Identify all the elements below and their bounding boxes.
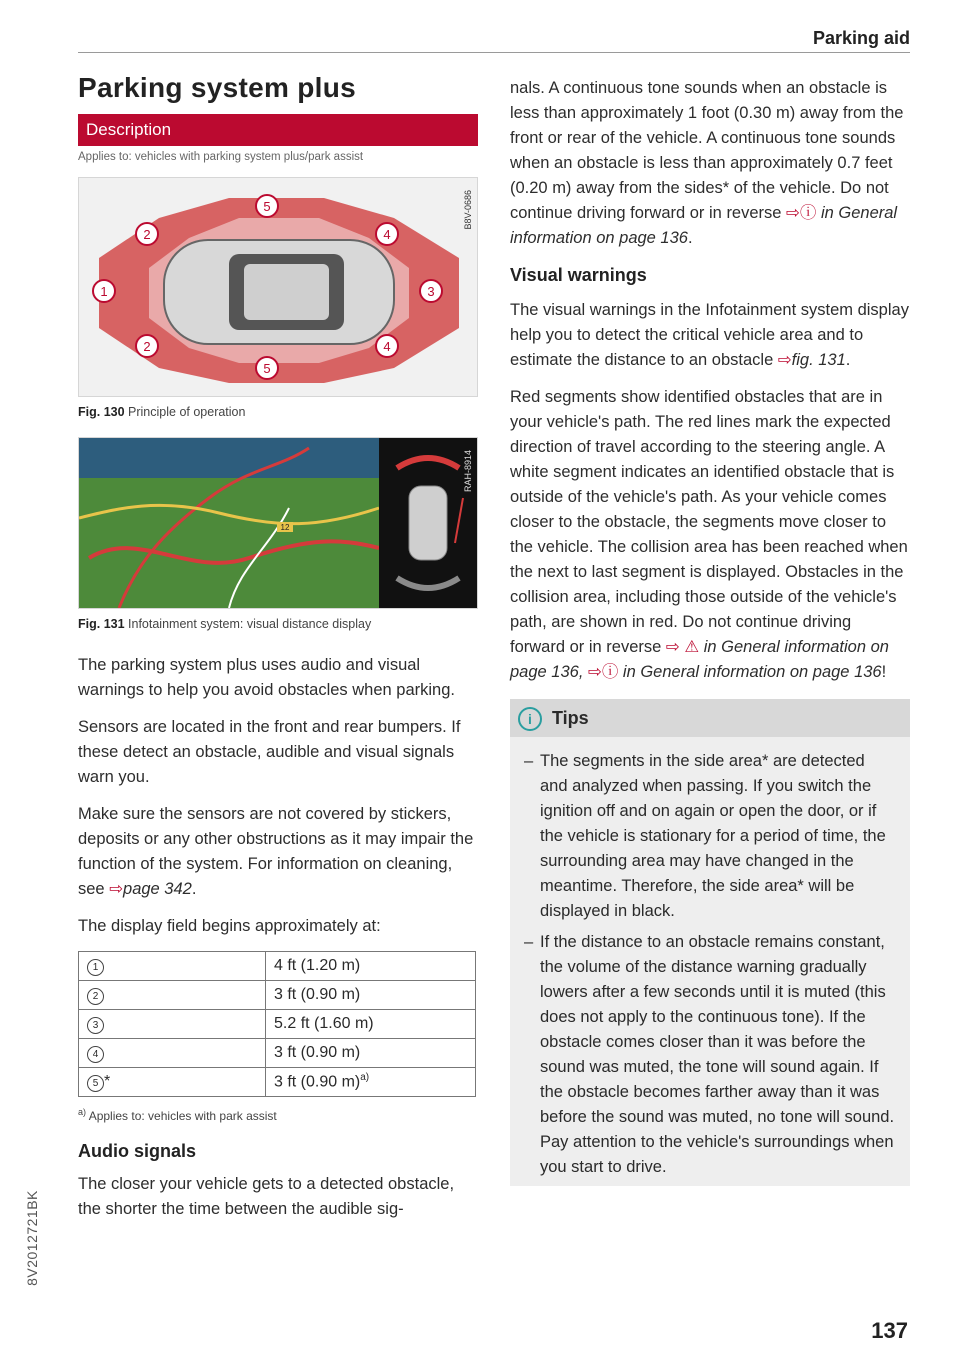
intro-paragraph: The parking system plus uses audio and visual warnings to help you avoid obstacles when parking.: [78, 656, 455, 699]
figure-131: [78, 437, 478, 609]
zone-number-badge: 2: [87, 988, 104, 1005]
table-cell: 3 ft (0.90 m)$^{a)}$: [266, 1068, 476, 1097]
visual-warnings-paragraph: The visual warnings in the Infotainment system display help you to detect the critical vehicle area and to estimate the distance to an obstacle ⇨fig. 131.: [510, 301, 909, 369]
list-item: – The segments in the side area* are detected and analyzed when passing. If you switch the ignition off and on again or open the door, or if the vehicle is stationary for a period of time, the surrounding area may have changed in the meantime. Therefore, the side area* will be displayed in black.: [524, 749, 896, 924]
tips-header: [510, 699, 910, 737]
figure-131-label: Fig. 131: [78, 617, 125, 631]
general-info-link[interactable]: in General information on page 136,: [510, 638, 889, 681]
distance-table: [78, 951, 476, 1097]
tips-title: Tips: [552, 708, 589, 728]
sensors-paragraph: Sensors are located in the front and rear bumpers. If these detect an obstacle, audible and visual signals warn you.: [78, 718, 461, 786]
zone-number-badge: 1: [87, 959, 104, 976]
left-column: [78, 72, 478, 1222]
footnote-mark: a): [360, 1072, 370, 1084]
cross-reference-arrow-icon: ⇨: [109, 880, 124, 898]
cross-reference-arrow-icon: ⇨: [786, 204, 800, 222]
table-cell: 4 ft (1.20 m): [266, 952, 476, 981]
info-icon: i: [518, 707, 542, 731]
table-cell: 3 ft (0.90 m): [266, 1039, 476, 1068]
audio-continued-paragraph: nals. A continuous tone sounds when an obstacle is less than approximately 1 foot (0.30 m) away from the front or rear of the vehicle. A continuous tone sounds when an obstacle is less than approximately 0.7 feet (0.20 m) away from the sides* of the vehicle. Do not continue driving forward or in reverse ⇨ⓘ in General information on page 136.: [510, 79, 904, 247]
sensor-zones-diagram: [79, 178, 477, 396]
cross-reference-arrow-icon: ⇨: [777, 351, 792, 369]
table-row: [79, 1010, 476, 1039]
svg-text:4: 4: [383, 339, 391, 354]
svg-text:2: 2: [143, 227, 151, 242]
applies-to-note: Applies to: vehicles with parking system plus/park assist: [78, 151, 364, 163]
footnote: $^{a)}$ Applies to: vehicles with park assist: [78, 1107, 277, 1123]
audio-signals-heading: Audio signals: [78, 1141, 197, 1161]
audio-signals-paragraph: The closer your vehicle gets to a detected obstacle, the shorter the time between the audible sig-: [78, 1175, 455, 1218]
tips-list: [510, 737, 910, 1180]
svg-text:4: 4: [383, 227, 391, 242]
zone-number-badge: 5: [87, 1075, 104, 1092]
visual-warnings-heading: Visual warnings: [510, 265, 647, 285]
figure-131-caption-text: Infotainment system: visual distance display: [128, 617, 372, 631]
svg-text:2: 2: [143, 339, 151, 354]
infotainment-map-display: [79, 438, 477, 608]
fig-131-link[interactable]: fig. 131: [791, 351, 846, 369]
map-road-label: 12: [280, 523, 290, 532]
general-info-link[interactable]: in General information on page 136: [622, 663, 882, 681]
list-item: – If the distance to an obstacle remains constant, the volume of the distance warning gradually lowers after a few seconds until it is muted (this does not apply to the continuous tone). If the obstacle comes closer than it was before the sound was muted, the tone will sound again. If the obstacle becomes farther away than it was before the sound was muted, no tone will sound. Pay attention to the vehicle's surroundings when you start to drive.: [524, 930, 896, 1180]
figure-130-label: Fig. 130: [78, 405, 125, 419]
table-cell: 3 ft (0.90 m): [266, 981, 476, 1010]
svg-text:3: 3: [427, 284, 435, 299]
header-rule: [78, 52, 910, 53]
table-row: [79, 981, 476, 1010]
red-segments-paragraph: Red segments show identified obstacles that are in your vehicle's path. The red lines mark the expected direction of travel according to the steering angle. A white segment indicates an identified obstacle that is outside of the vehicle's path. As your vehicle comes closer to the obstacle, the segments move closer to the vehicle. The collision area has been reached when the next to last segment is displayed. Obstacles in the collision area, including those outside of the vehicle's path, are shown in red. Do not continue driving forward or in reverse ⇨ ⚠ in General information on page 136, ⇨ⓘ in General information on page 136!: [510, 388, 908, 681]
svg-text:1: 1: [100, 284, 108, 299]
page-title: Parking system plus: [78, 72, 357, 103]
cross-reference-arrow-icon: ⇨: [665, 638, 680, 656]
section-title: Parking aid: [812, 28, 910, 48]
notice-icon: ⓘ: [601, 663, 619, 681]
description-bar: Description: [78, 114, 478, 146]
document-code: 8V2012721BK: [24, 1190, 40, 1286]
equipment-star: *: [104, 1072, 111, 1090]
right-column: [510, 76, 910, 1186]
figure-130-code: B8V-0686: [463, 190, 473, 230]
table-row: [79, 1068, 476, 1097]
table-row: [79, 1039, 476, 1068]
warning-triangle-icon: ⚠: [684, 638, 700, 656]
cleaning-paragraph: Make sure the sensors are not covered by stickers, deposits or any other obstructions as it may impair the function of the system. For information on cleaning, see ⇨page 342.: [78, 805, 474, 898]
zone-number-badge: 3: [87, 1017, 104, 1034]
general-info-link[interactable]: in General information on page 136: [510, 204, 898, 247]
tips-box: [510, 699, 910, 1186]
page-number: 137: [871, 1318, 908, 1343]
table-row: [79, 952, 476, 981]
display-field-intro: The display field begins approximately at:: [78, 917, 381, 935]
figure-130: [78, 177, 478, 397]
figure-130-caption: [78, 405, 478, 419]
page-342-link[interactable]: page 342: [123, 880, 192, 898]
table-cell: 5.2 ft (1.60 m): [266, 1010, 476, 1039]
figure-131-code: RAH-8914: [463, 450, 473, 493]
svg-text:5: 5: [263, 199, 271, 214]
cross-reference-arrow-icon: ⇨: [588, 663, 602, 681]
figure-130-caption-text: Principle of operation: [128, 405, 246, 419]
notice-icon: ⓘ: [799, 204, 817, 222]
zone-number-badge: 4: [87, 1046, 104, 1063]
figure-131-caption: [78, 617, 478, 631]
svg-text:5: 5: [263, 361, 271, 376]
